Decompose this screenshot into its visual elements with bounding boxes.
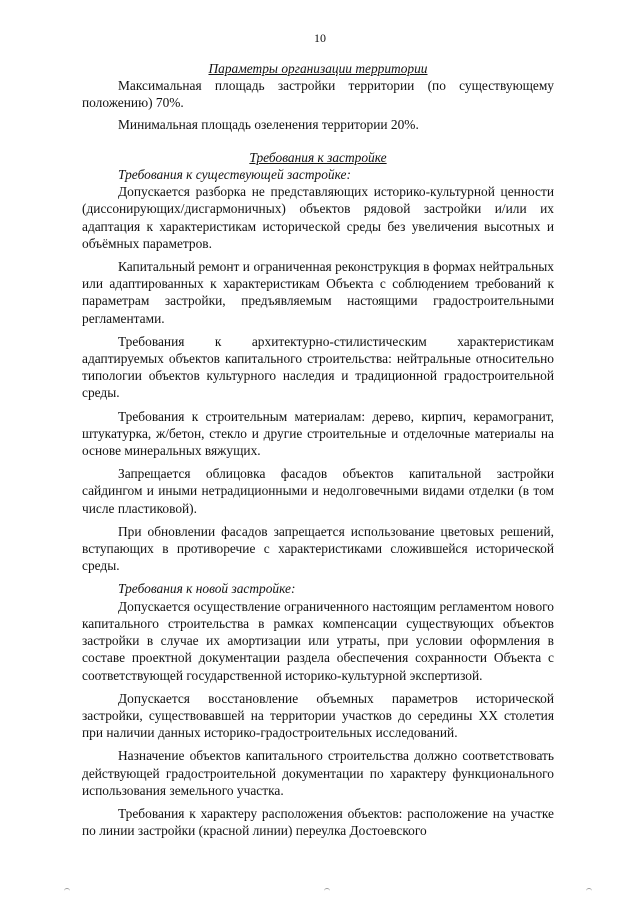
paragraph: Максимальная площадь застройки территории (по существующему положению) 70%. <box>82 78 554 111</box>
paragraph: Требования к характеру расположения объектов: расположение на участке по линии застройки (красной линии) переулка Достоевского <box>82 805 554 839</box>
paragraph: Допускается восстановление объемных параметров исторической застройки, существовавшей на территории участков до середины XX столетия при наличии данных историко-градостроительных исследований. <box>82 690 554 741</box>
scan-mark <box>64 888 70 893</box>
scan-mark <box>324 888 330 893</box>
paragraph: Запрещается облицовка фасадов объектов капитальной застройки сайдингом и иными нетрадиционными и недолговечными видами отделки (в том числе пластиковой). <box>82 466 554 516</box>
page-number: 10 <box>314 31 326 45</box>
paragraph: Допускается разборка не представляющих историко-культурной ценности (диссонирующих/дисгармоничных) объектов рядовой застройки и/или их адаптация к характеристикам исторической среды без увеличения высотных и объёмных параметров. <box>82 184 554 251</box>
existing-heading: Требования к существующей застройке: <box>118 167 351 183</box>
params-heading: Параметры организации территории <box>208 61 428 76</box>
scan-mark <box>586 888 592 893</box>
paragraph: Капитальный ремонт и ограниченная реконструкция в формах нейтральных или адаптированных к характеристикам Объекта с соблюдением требований к параметрам застройки, предъявляемым настоящими градостроительными регламентами. <box>82 259 554 326</box>
paragraph: Допускается осуществление ограниченного настоящим регламентом нового капитального строительства в рамках компенсации существующих объектов застройки в случае их амортизации или утраты, при условии оформления в составе проектной документации раздела обеспечения сохранности Объекта с соответствующей государственной историко-культурной экспертизой. <box>82 598 554 683</box>
paragraph: Требования к архитектурно-стилистическим характеристикам адаптируемых объектов капитального строительства: нейтральные относительно типологии объектов культурного наследия и традиционной градостроительной среды. <box>82 333 554 401</box>
paragraph: Требования к строительным материалам: дерево, кирпич, керамогранит, штукатурка, ж/бетон, стекло и другие строительные и отделочные материалы на основе минеральных вяжущих. <box>82 408 554 459</box>
document-body <box>82 60 554 845</box>
build-heading: Требования к застройке <box>249 149 387 165</box>
new-heading: Требования к новой застройке: <box>118 581 296 597</box>
paragraph: При обновлении фасадов запрещается использование цветовых решений, вступающих в противоречие с характеристиками сложившейся исторической среды. <box>82 523 554 574</box>
paragraph: Минимальная площадь озеленения территории 20%. <box>118 116 419 132</box>
paragraph: Назначение объектов капитального строительства должно соответствовать действующей градостроительной документации по характеру функционального использования земельного участка. <box>82 748 554 798</box>
